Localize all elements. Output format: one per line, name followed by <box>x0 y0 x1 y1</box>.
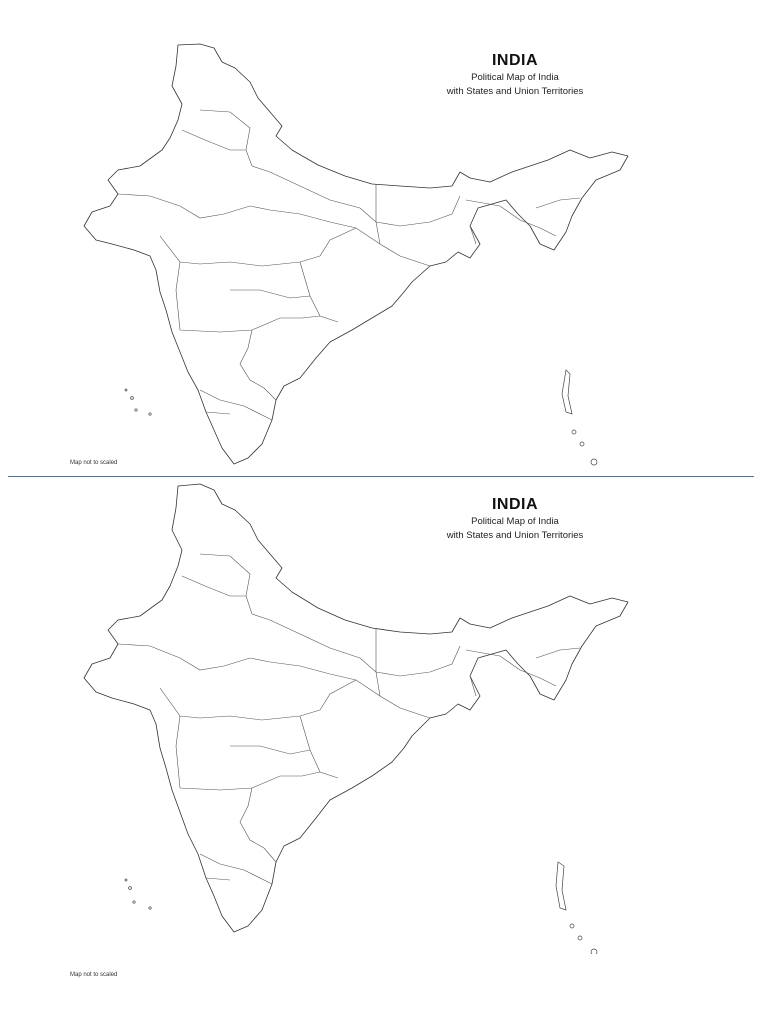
map-subtitle-line2: with States and Union Territories <box>446 530 584 541</box>
india-border <box>84 44 628 464</box>
india-border <box>84 484 628 932</box>
state-boundaries <box>118 554 580 884</box>
island-groups <box>125 370 597 465</box>
map-title: INDIA <box>491 496 539 513</box>
island-groups <box>125 862 597 954</box>
map-title-block <box>420 52 610 98</box>
india-map-outline <box>0 478 768 954</box>
map-panel-bottom <box>0 478 768 978</box>
scale-note: Map not to scaled <box>70 460 118 466</box>
map-panel-top <box>0 0 768 476</box>
india-map-outline <box>0 0 768 476</box>
page-divider <box>8 476 754 477</box>
map-subtitle-line1: Political Map of India <box>471 72 559 83</box>
map-subtitle-line2: with States and Union Territories <box>446 86 584 97</box>
map-subtitle-line1: Political Map of India <box>471 516 559 527</box>
state-boundaries <box>118 110 580 420</box>
map-title: INDIA <box>491 52 539 69</box>
scale-note: Map not to scaled <box>70 972 118 978</box>
map-title-block <box>420 496 610 542</box>
